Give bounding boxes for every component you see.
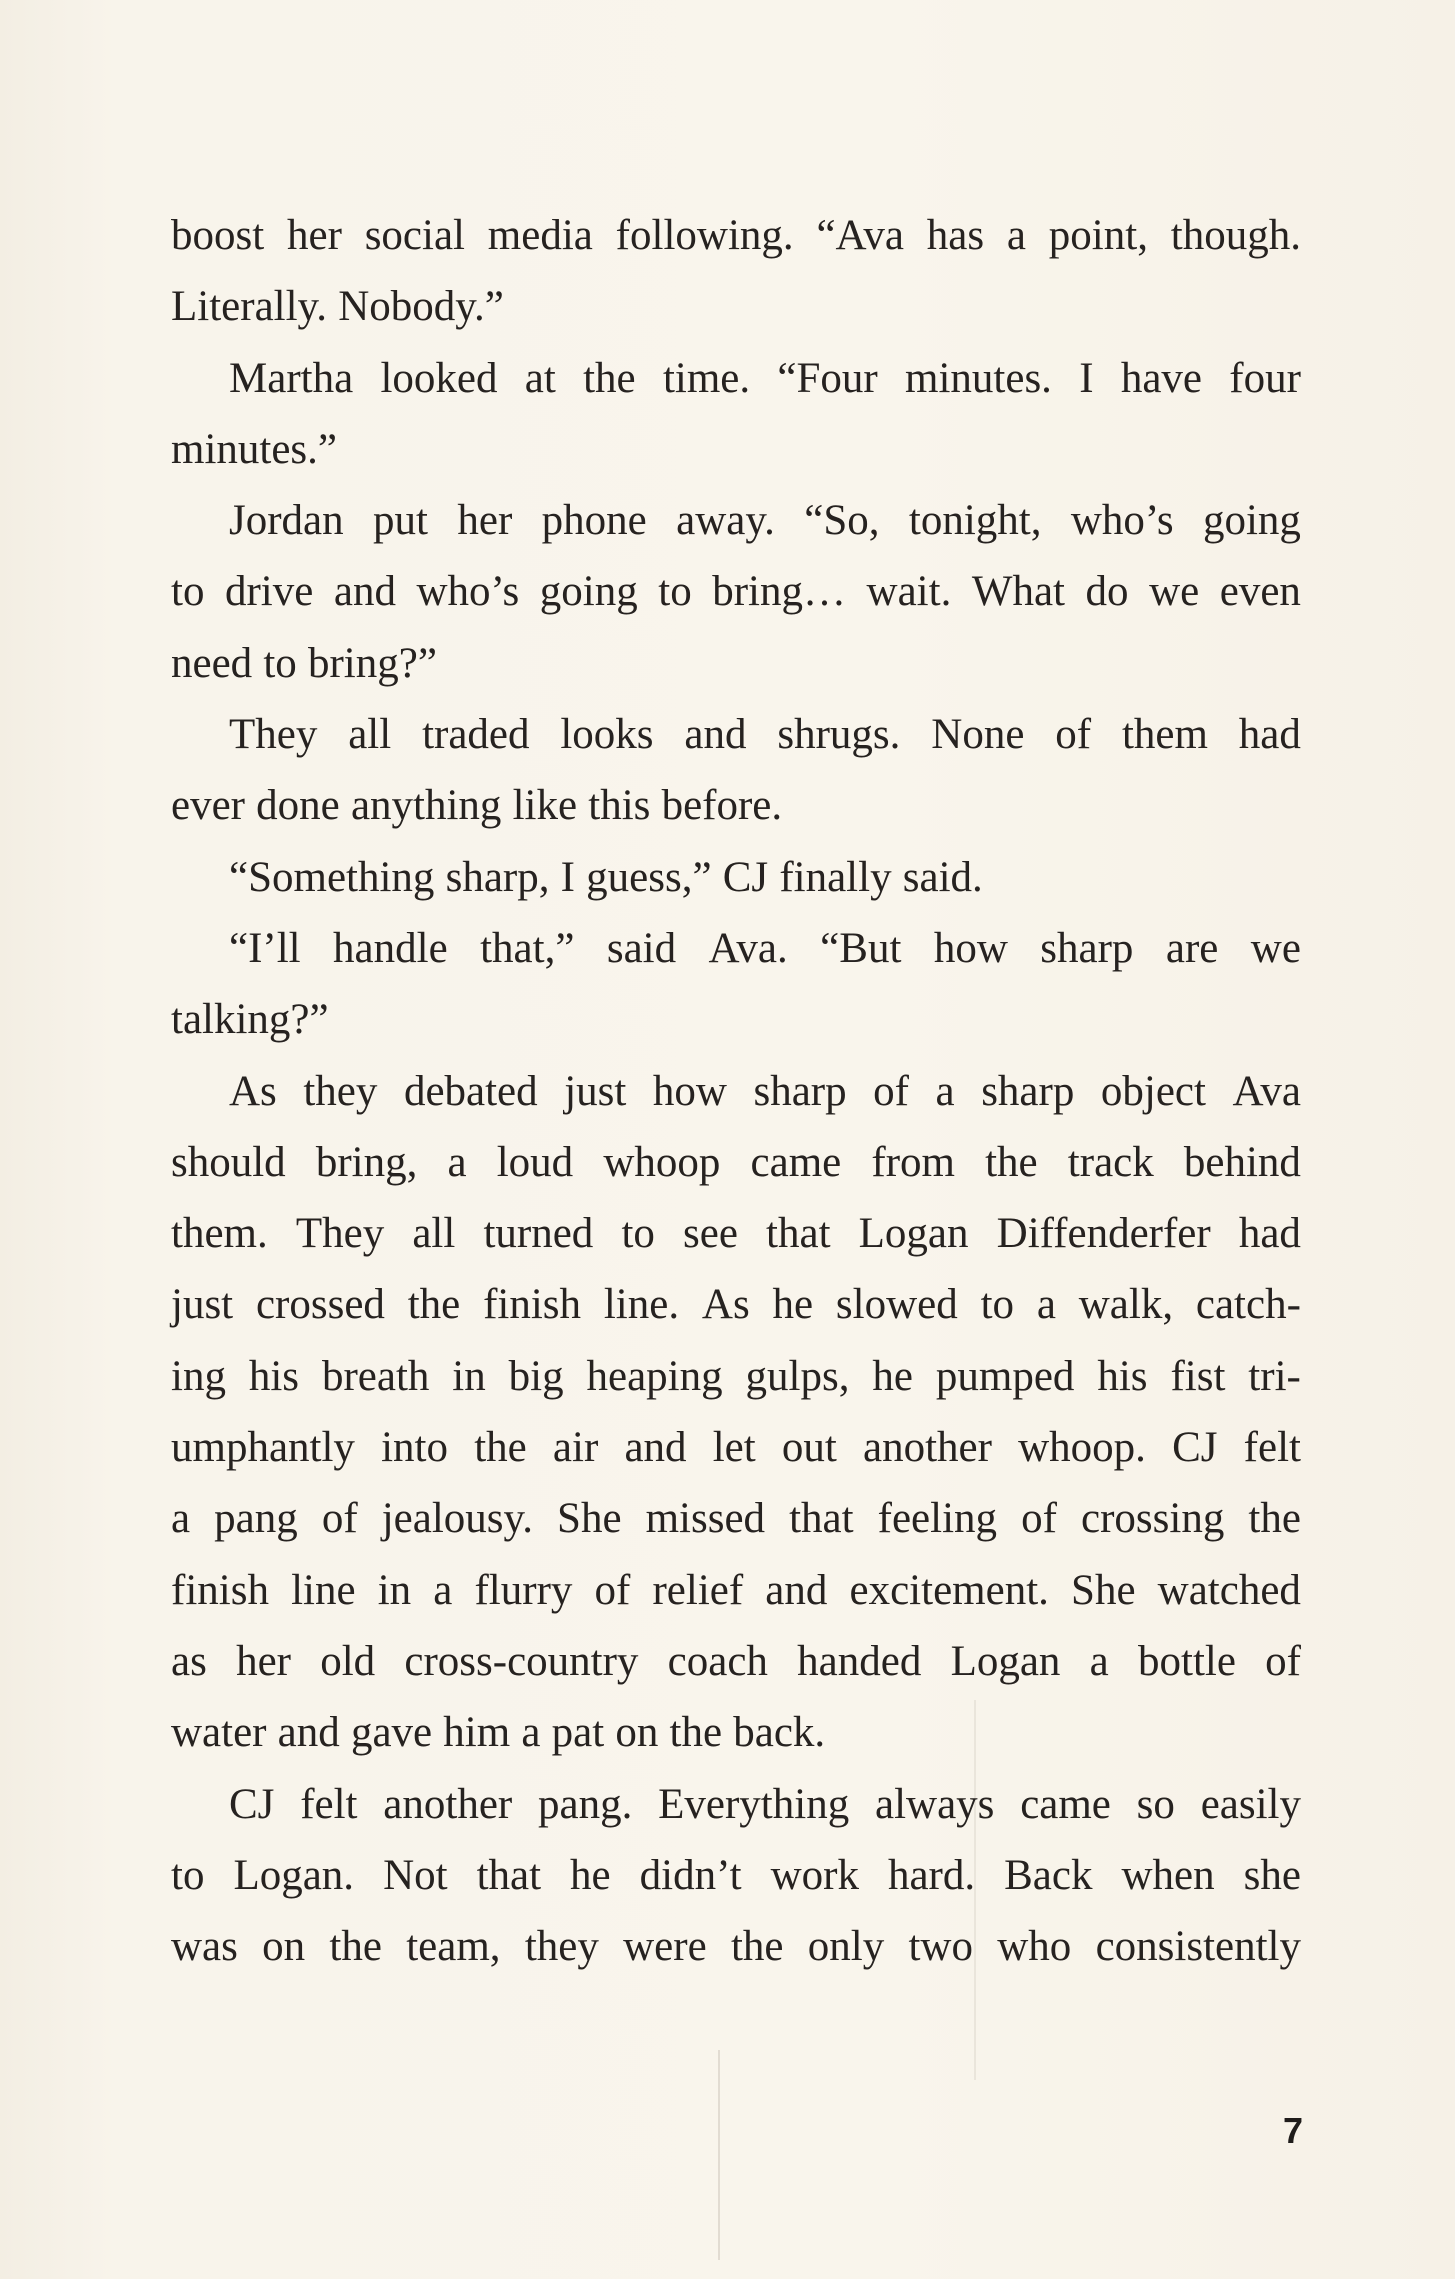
text-line: boost her social media following. “Ava has a point, though.	[171, 212, 1301, 259]
text-line: to drive and who’s going to bring… wait. What do we even	[171, 568, 1301, 616]
text-line: them. They all turned to see that Logan Diffenderfer had	[171, 1210, 1301, 1258]
text-line: just crossed the finish line. As he slowed to a walk, catch-	[171, 1281, 1301, 1329]
text-line: should bring, a loud whoop came from the track behind	[171, 1138, 1301, 1186]
text-line: umphantly into the air and let out another whoop. CJ felt	[171, 1424, 1301, 1472]
text-line: to Logan. Not that he didn’t work hard. Back when she	[171, 1851, 1301, 1899]
page-crease-mark	[718, 2050, 720, 2260]
text-line: finish line in a flurry of relief and excitement. She watched	[171, 1566, 1301, 1614]
text-line: ing his breath in big heaping gulps, he pumped his fist tri-	[171, 1352, 1301, 1400]
text-line: need to bring?”	[171, 639, 437, 687]
text-line: talking?”	[171, 996, 329, 1044]
text-line: Martha looked at the time. “Four minutes. I have four	[229, 354, 1301, 402]
text-line: as her old cross-country coach handed Logan a bottle of	[171, 1637, 1301, 1685]
body-text	[171, 200, 1301, 1982]
text-line: was on the team, they were the only two who consistently	[171, 1923, 1301, 1971]
text-line: CJ felt another pang. Everything always came so easily	[229, 1780, 1301, 1828]
text-line: As they debated just how sharp of a sharp object Ava	[229, 1067, 1301, 1115]
text-line: a pang of jealousy. She missed that feeling of crossing the	[171, 1495, 1301, 1543]
text-line: minutes.”	[171, 425, 337, 473]
text-line: “I’ll handle that,” said Ava. “But how sharp are we	[229, 924, 1301, 972]
text-line: They all traded looks and shrugs. None of them had	[229, 711, 1301, 759]
text-line: water and gave him a pat on the back.	[171, 1709, 826, 1757]
text-line: Literally. Nobody.”	[171, 283, 504, 331]
page-number: 7	[1282, 2110, 1303, 2151]
text-line: “Something sharp, I guess,” CJ finally said.	[229, 853, 983, 901]
text-line: Jordan put her phone away. “So, tonight, who’s going	[229, 497, 1301, 545]
text-line: ever done anything like this before.	[171, 782, 783, 830]
